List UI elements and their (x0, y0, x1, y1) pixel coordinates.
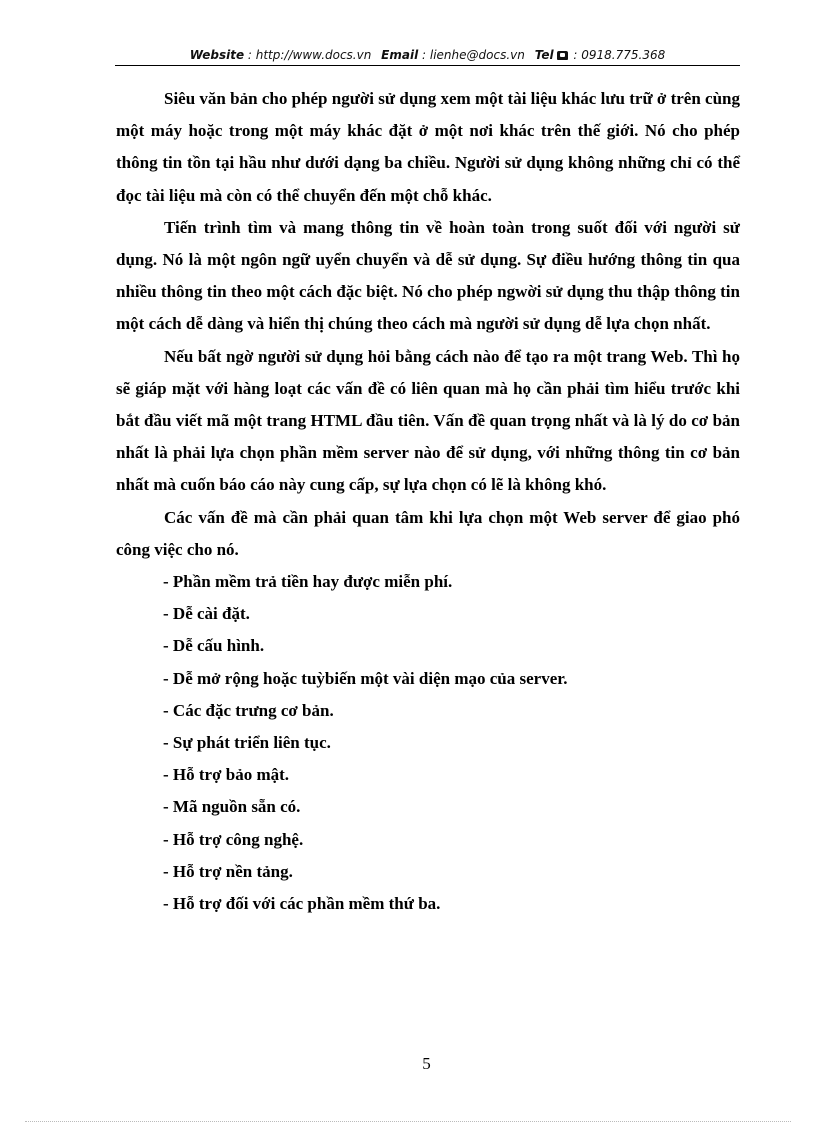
paragraph-create-web: Nếu bất ngờ người sử dụng hỏi bằng cách nào để tạo ra một trang Web. Thì họ sẽ giáp mặt với hàng loạt các vấn đề có liên quan mà họ cần phải tìm hiểu trước khi bắt đầu viết mã một trang HTML đầu tiên. Vấn đề quan trọng nhất và là lý do cơ bản nhất là phải lựa chọn phần mềm server nào để sử dụng, với những thông tin cơ bản nhất mà cuốn báo cáo này cung cấp, sự lựa chọn có lẽ là không khó. (116, 346, 740, 495)
criteria-list (116, 566, 740, 920)
tel-separator: : (569, 48, 582, 62)
website-url[interactable]: http://www.docs.vn (255, 48, 372, 62)
paragraph-server-choice: Các vấn đề mà cần phải quan tâm khi lựa chọn một Web server để giao phó công việc cho nó. (116, 507, 740, 559)
website-separator: : (244, 48, 256, 62)
list-item: - Mã nguồn sẵn có. (163, 797, 301, 817)
email-address[interactable]: lienhe@docs.vn (429, 48, 525, 62)
list-item: - Hỗ trợ công nghệ. (163, 829, 304, 849)
list-item: - Hỗ trợ bảo mật. (163, 765, 290, 785)
page-number: 5 (422, 1054, 431, 1073)
list-item: - Các đặc trưng cơ bản. (163, 700, 334, 720)
list-item: - Dễ cài đặt. (163, 604, 250, 624)
page-header (115, 47, 740, 66)
tel-label: Tel (534, 48, 554, 62)
email-label: Email (381, 48, 419, 62)
website-label: Website (189, 48, 245, 62)
list-item: - Hỗ trợ nền tảng. (163, 861, 293, 881)
paragraph-hypertext: Siêu văn bản cho phép người sử dụng xem một tài liệu khác lưu trữ ở trên cùng một máy hoặc trong một máy khác đặt ở một nơi khác trên thế giới. Nó cho phép thông tin tồn tại hầu như dưới dạng ba chiều. Người sử dụng không những chỉ có thể đọc tài liệu mà còn có thể chuyển đến một chỗ khác. (116, 89, 740, 205)
tel-number: 0918.775.368 (581, 48, 666, 62)
paragraph-retrieval: Tiến trình tìm và mang thông tin về hoàn toàn trong suốt đối với người sử dụng. Nó là một ngôn ngữ uyển chuyển và dễ sử dụng. Sự điều hướng thông tin qua nhiều thông tin theo một cách đặc biệt. Nó cho phép ngwời sử dụng thu thập thông tin một cách dễ dàng và hiển thị chúng theo cách mà người sử dụng dễ lựa chọn nhất. (116, 217, 740, 334)
footer-divider (25, 1121, 791, 1122)
list-item: - Phần mềm trả tiền hay được miễn phí. (163, 572, 453, 592)
email-separator: : (418, 48, 430, 62)
phone-icon (557, 51, 568, 60)
list-item: - Dễ cấu hình. (163, 636, 265, 656)
list-item: - Dễ mở rộng hoặc tuỳbiến một vài diện mạo của server. (163, 668, 568, 688)
list-item: - Sự phát triển liên tục. (163, 733, 331, 753)
document-body (116, 83, 740, 920)
list-item: - Hỗ trợ đối với các phần mềm thứ ba. (163, 894, 441, 914)
